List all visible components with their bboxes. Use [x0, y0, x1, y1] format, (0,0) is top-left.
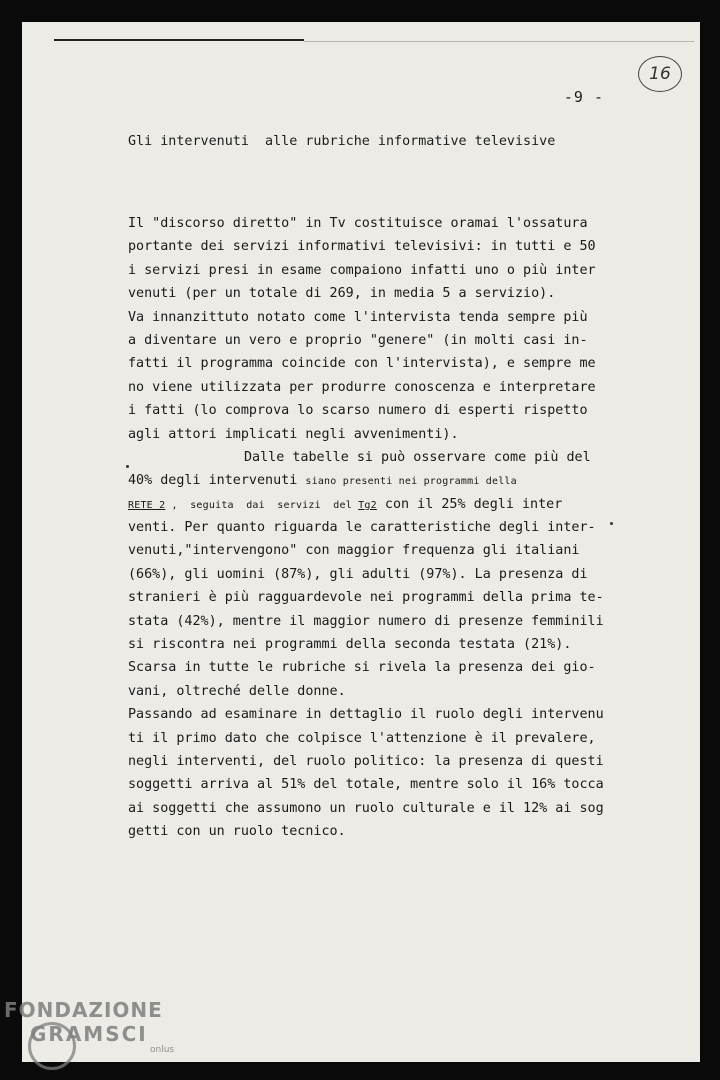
text-run: 40% degli intervenuti — [128, 473, 306, 489]
text-line: agli attori implicati negli avvenimenti). — [128, 426, 459, 442]
document-page — [22, 22, 700, 1062]
watermark-line1: FONDAZIONE — [4, 998, 163, 1022]
text-line: venuti (per un totale di 269, in media 5 a servizio). — [128, 286, 556, 302]
text-line: stata (42%), mentre il maggior numero di presenze femminili — [128, 613, 604, 629]
top-rule — [54, 39, 304, 41]
text-line: a diventare un vero e proprio "genere" (in molti casi in- — [128, 332, 588, 348]
text-line: Scarsa in tutte le rubriche si rivela la presenza dei gio- — [128, 660, 596, 676]
watermark-line2: GRAMSCI — [30, 1022, 148, 1046]
text-line: venti. Per quanto riguarda le caratteristiche degli inter- — [128, 520, 596, 536]
folio-number: 16 — [649, 64, 671, 84]
watermark-logo — [4, 1000, 174, 1055]
text-line-mixed — [128, 493, 628, 516]
text-run-small: siano presenti nei programmi della — [305, 476, 517, 488]
watermark-line3: onlus — [150, 1045, 175, 1055]
text-line: Passando ad esaminare in dettaglio il ruolo degli intervenu — [128, 707, 604, 723]
page-number: -9 - — [563, 88, 604, 106]
folio-stamp — [638, 56, 682, 92]
text-line: no viene utilizzata per produrre conoscenza e interpretare — [128, 379, 596, 395]
text-line: venuti,"intervengono" con maggior frequenza gli italiani — [128, 543, 580, 559]
top-rule-faint — [304, 41, 694, 42]
text-line: i servizi presi in esame compaiono infatti uno o più inter — [128, 262, 596, 278]
text-line: ti il primo dato che colpisce l'attenzione è il prevalere, — [128, 730, 596, 746]
text-line: portante dei servizi informativi televisivi: in tutti e 50 — [128, 239, 596, 255]
text-line: (66%), gli uomini (87%), gli adulti (97%). La presenza di — [128, 566, 588, 582]
text-run-underlined: RETE 2 — [128, 499, 166, 511]
text-run-underlined: Tg2 — [358, 499, 377, 511]
stray-mark — [126, 465, 129, 468]
text-line: i fatti (lo comprova lo scarso numero di esperti rispetto — [128, 403, 588, 419]
text-line: Dalle tabelle si può osservare come più del — [244, 449, 591, 465]
text-line: stranieri è più ragguardevole nei programmi della prima te- — [128, 590, 604, 606]
stray-mark — [610, 522, 613, 525]
text-line: negli interventi, del ruolo politico: la presenza di questi — [128, 753, 604, 769]
text-line: getti con un ruolo tecnico. — [128, 824, 346, 840]
text-run: con il 25% degli inter — [376, 496, 563, 512]
text-line: Va innanzittuto notato come l'intervista tenda sempre più — [128, 309, 588, 325]
text-line: Il "discorso diretto" in Tv costituisce oramai l'ossatura — [128, 216, 588, 231]
text-run-small: , seguita dai servizi del — [165, 499, 359, 511]
text-line-mixed — [128, 469, 628, 492]
text-line: si riscontra nei programmi della seconda testata (21%). — [128, 637, 572, 653]
document-title: Gli intervenuti alle rubriche informative televisive — [128, 134, 556, 149]
text-line: vani, oltreché delle donne. — [128, 683, 346, 699]
text-line: fatti il programma coincide con l'intervista), e sempre me — [128, 356, 596, 372]
body-text — [128, 212, 628, 844]
text-line: soggetti arriva al 51% del totale, mentre solo il 16% tocca — [128, 777, 604, 793]
text-line: ai soggetti che assumono un ruolo culturale e il 12% ai sog — [128, 800, 604, 816]
